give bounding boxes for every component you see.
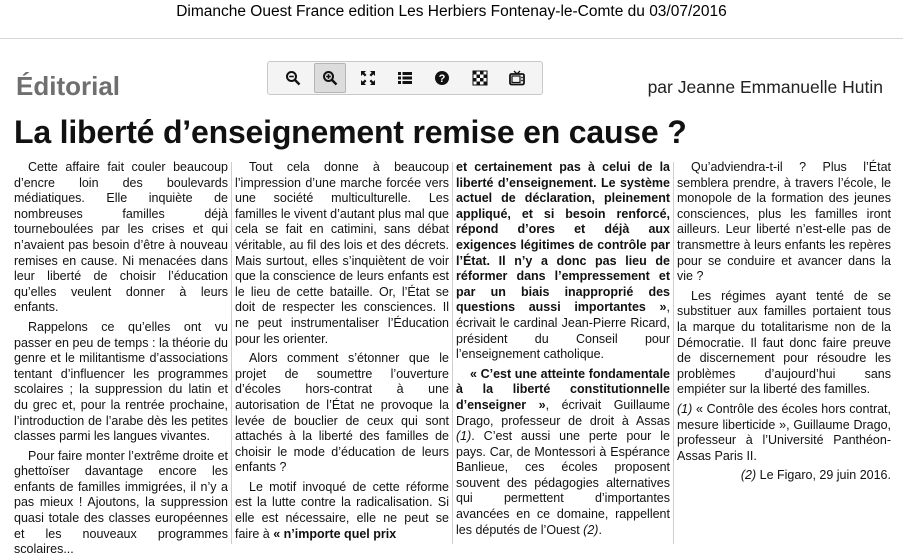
help-icon <box>434 70 450 86</box>
column-divider <box>673 162 674 544</box>
list-icon <box>397 70 413 86</box>
zoom-out-button[interactable] <box>277 63 309 93</box>
fullscreen-button[interactable] <box>352 63 384 93</box>
section-title: Éditorial <box>16 71 121 101</box>
article-column-2 <box>235 160 449 546</box>
paragraph-text: . <box>598 522 602 537</box>
paragraph: Qu’adviendra-t-il ? Plus l’État semblera prendre, à travers l’école, le monopole de la formation des jeunes consciences, plus les familles iront ailleurs. Leur liberté n’est-elle pas de transmettre à leurs enfants les repères pour se conduire et avancer dans la vie ? <box>677 160 891 284</box>
zoom-out-icon <box>285 70 301 86</box>
paragraph: Rappelons ce qu’elles ont vu passer en peu de temps : la théorie du genre et le militantisme d’associations tentant d’influencer les programmes scolaires ; la suppression du latin et du grec et, pour la rentrée prochaine, l’introduction de l’arabe dès les petites classes parmi les langues vivantes. <box>14 319 228 444</box>
paragraph: Alors comment s’étonner que le projet de soumettre l’ouverture d’écoles hors-contrat à une autorisation de l’État ne provoque la levée de bouclier de ceux qui sont attachés à la liberté des familles de choisir le mode d’éducation de leurs enfants ? <box>235 351 449 475</box>
publication-line: Dimanche Ouest France edition Les Herbiers Fontenay-le-Comte du 03/07/2016 <box>176 3 727 20</box>
column-divider <box>452 162 453 544</box>
footnote-ref: (2) <box>740 468 757 483</box>
article-headline: La liberté d’enseignement remise en cause ? <box>14 114 687 150</box>
list-button[interactable] <box>389 63 421 93</box>
article-column-3 <box>456 160 670 546</box>
column-divider <box>231 162 232 544</box>
footnote-ref: (1) <box>677 401 693 416</box>
footnote-2 <box>677 468 891 484</box>
byline: par Jeanne Emmanuelle Hutin <box>647 77 883 97</box>
footnote-text: « Contrôle des écoles hors contrat, mesure liberticide », Guillaume Drago, professeur à l’Université Panthéon-Assas Paris II. <box>677 401 891 463</box>
footnote-ref: (2) <box>583 522 599 537</box>
viewer-toolbar <box>267 61 543 95</box>
footnote-text: Le Figaro, 29 juin 2016. <box>756 468 891 483</box>
paragraph <box>456 367 670 539</box>
paragraph-text: Le motif invoqué de cette réforme est la lutte contre la radicalisation. Si elle est nécessaire, elle ne peut se faire à <box>235 479 449 541</box>
zoom-in-button[interactable] <box>314 63 346 93</box>
paragraph: Les régimes ayant tenté de se substituer aux familles portaient tous la marque du totalitarisme non de la Démocratie. Il faut donc faire preuve de discernement pour résoudre les problèmes d’aujourd’hui sans empiéter sur la liberté des familles. <box>677 288 891 397</box>
footnote-ref: (1) <box>456 429 472 444</box>
svg-text:?: ? <box>439 73 446 85</box>
paragraph-text: , écrivait Guillaume Drago, professeur de droit à Assas <box>456 397 670 428</box>
paragraph <box>456 160 670 363</box>
top-divider <box>0 38 903 39</box>
article-column-1 <box>14 160 228 557</box>
tv-icon <box>509 70 525 86</box>
quote-bold: « n’importe quel prix <box>273 526 397 541</box>
paragraph-text: . C’est aussi une perte pour le pays. Car, de Montessori à Espérance Banlieue, ces écoles proposent souvent des pédagogies alternatives qui permettent d’importantes avancées en ce domaine, rappellent les députés de l’Ouest <box>456 429 670 537</box>
help-button[interactable] <box>426 63 458 93</box>
quote-bold: « C’est une atteinte fondamentale à la liberté constitutionnelle d’enseigner » <box>456 366 670 412</box>
paragraph <box>235 480 449 542</box>
tv-button[interactable] <box>501 63 533 93</box>
paragraph-text: , écrivait le cardinal Jean-Pierre Ricard, président du Conseil pour l’enseignement catholique. <box>456 300 670 362</box>
quote-bold: et certainement pas à celui de la liberté d’enseignement. Le système actuel de déclaration, pleinement appliqué, et si besoin renforcé, répond d’ores et déjà aux exigences légitimes de contrôle par l’État. Il n’y a donc pas lieu de réformer dans l’empressement et par un biais inapproprié des questions aussi importantes » <box>456 160 670 315</box>
fullscreen-icon <box>360 70 376 86</box>
paragraph: Pour faire monter l’extrême droite et ghettoïser davantage encore les enfants de familles immigrées, il n’y a pas mieux ! Ajoutons, la suppression quasi totale des classes européennes et les nouveaux programmes scolaires... <box>14 448 228 557</box>
checkerboard-button[interactable] <box>464 63 496 93</box>
footnote-1 <box>677 402 891 464</box>
zoom-in-icon <box>322 70 338 86</box>
paragraph: Cette affaire fait couler beaucoup d’encre loin des boulevards médiatiques. Elle inquiète de nombreuses familles déjà tourneboulées par les crises et qui n’avaient pas besoin d’être à nouveau remises en cause. Ni menacées dans leur liberté de choisir l’éducation qu’elles veulent donner à leurs enfants. <box>14 160 228 315</box>
paragraph: Tout cela donne à beaucoup l’impression d’une marche forcée vers une société multiculturelle. Les familles le vivent d’autant plus mal que cela se fait en catimini, sans débat véritable, au fil des lois et des décrets. Mais surtout, elles s’inquiètent de voir que la conscience de leurs enfants est le lieu de cette bataille. Or, l’État se doit de respecter les consciences. Il ne peut instrumentaliser l’Éducation pour les orienter. <box>235 160 450 346</box>
checkerboard-icon <box>472 70 488 86</box>
article-column-4 <box>677 160 891 546</box>
